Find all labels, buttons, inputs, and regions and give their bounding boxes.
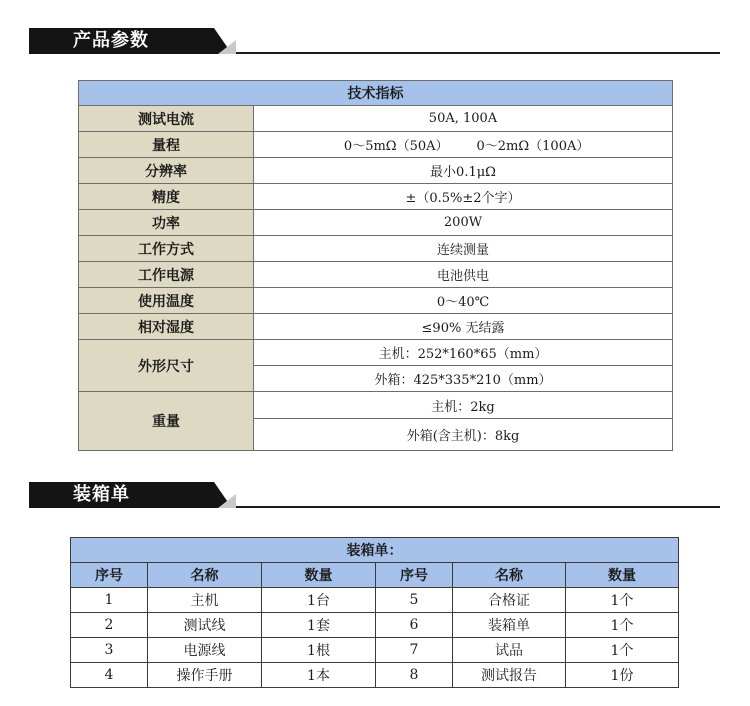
packing-header-row xyxy=(71,563,679,588)
section-header-packing xyxy=(0,482,750,512)
cell: 操作手册 xyxy=(148,663,262,688)
cell: 电源线 xyxy=(148,638,262,663)
spec-value: 主机：2kg xyxy=(254,392,673,419)
table-row xyxy=(71,613,679,638)
cell: 5 xyxy=(376,588,453,613)
spec-value: 外箱(含主机)：8kg xyxy=(254,419,673,451)
spec-key: 工作电源 xyxy=(79,262,254,288)
spec-row xyxy=(79,236,673,262)
spec-key: 量程 xyxy=(79,132,254,158)
packing-table xyxy=(70,537,679,688)
cell: 6 xyxy=(376,613,453,638)
cell: 1台 xyxy=(262,588,376,613)
packing-title: 装箱单： xyxy=(71,538,679,563)
cell: 3 xyxy=(71,638,148,663)
column-header: 名称 xyxy=(148,563,262,588)
spec-table xyxy=(78,80,673,451)
cell: 4 xyxy=(71,663,148,688)
spec-key: 精度 xyxy=(79,184,254,210)
spec-value: 50A, 100A xyxy=(254,106,673,132)
cell: 1个 xyxy=(566,613,679,638)
cell: 1个 xyxy=(566,638,679,663)
cell: 1本 xyxy=(262,663,376,688)
cell: 7 xyxy=(376,638,453,663)
cell: 装箱单 xyxy=(453,613,566,638)
spec-value: 最小0.1μΩ xyxy=(254,158,673,184)
cell: 8 xyxy=(376,663,453,688)
table-row xyxy=(71,663,679,688)
cell: 主机 xyxy=(148,588,262,613)
cell: 测试报告 xyxy=(453,663,566,688)
section-header-params xyxy=(0,28,750,58)
spec-row xyxy=(79,132,673,158)
cell: 合格证 xyxy=(453,588,566,613)
spec-value: 200W xyxy=(254,210,673,236)
spec-key: 测试电流 xyxy=(79,106,254,132)
cell: 测试线 xyxy=(148,613,262,638)
spec-value: ±（0.5%±2个字） xyxy=(254,184,673,210)
section-title: 产品参数 xyxy=(29,28,214,54)
cell: 1个 xyxy=(566,588,679,613)
column-header: 名称 xyxy=(453,563,566,588)
spec-value: 主机：252*160*65（mm） xyxy=(254,340,673,366)
spec-key: 相对湿度 xyxy=(79,314,254,340)
spec-value: ≤90% 无结露 xyxy=(254,314,673,340)
spec-title: 技术指标 xyxy=(79,81,673,106)
spec-key: 使用温度 xyxy=(79,288,254,314)
spec-value: 0～2mΩ（100A） xyxy=(463,132,673,158)
spec-row xyxy=(79,262,673,288)
spec-row xyxy=(79,210,673,236)
spec-key: 功率 xyxy=(79,210,254,236)
cell: 1根 xyxy=(262,638,376,663)
spec-value: 外箱：425*335*210（mm） xyxy=(254,366,673,392)
spec-row xyxy=(79,158,673,184)
cell: 1套 xyxy=(262,613,376,638)
header-wedge-shadow xyxy=(218,40,236,54)
header-wedge-shadow xyxy=(218,494,236,508)
cell: 1 xyxy=(71,588,148,613)
spec-key: 外形尺寸 xyxy=(79,340,254,392)
spec-key: 分辨率 xyxy=(79,158,254,184)
spec-value: 连续测量 xyxy=(254,236,673,262)
table-row xyxy=(71,588,679,613)
column-header: 数量 xyxy=(262,563,376,588)
table-row xyxy=(71,638,679,663)
column-header: 序号 xyxy=(71,563,148,588)
spec-value: 0～40℃ xyxy=(254,288,673,314)
spec-row xyxy=(79,106,673,132)
cell: 2 xyxy=(71,613,148,638)
spec-value: 0～5mΩ（50A） xyxy=(254,132,463,158)
spec-row xyxy=(79,314,673,340)
spec-row xyxy=(79,392,673,419)
section-title: 装箱单 xyxy=(29,482,214,508)
column-header: 数量 xyxy=(566,563,679,588)
cell: 试品 xyxy=(453,638,566,663)
spec-row xyxy=(79,184,673,210)
spec-key: 重量 xyxy=(79,392,254,451)
spec-key: 工作方式 xyxy=(79,236,254,262)
spec-row xyxy=(79,288,673,314)
cell: 1份 xyxy=(566,663,679,688)
spec-row xyxy=(79,340,673,366)
spec-value: 电池供电 xyxy=(254,262,673,288)
column-header: 序号 xyxy=(376,563,453,588)
